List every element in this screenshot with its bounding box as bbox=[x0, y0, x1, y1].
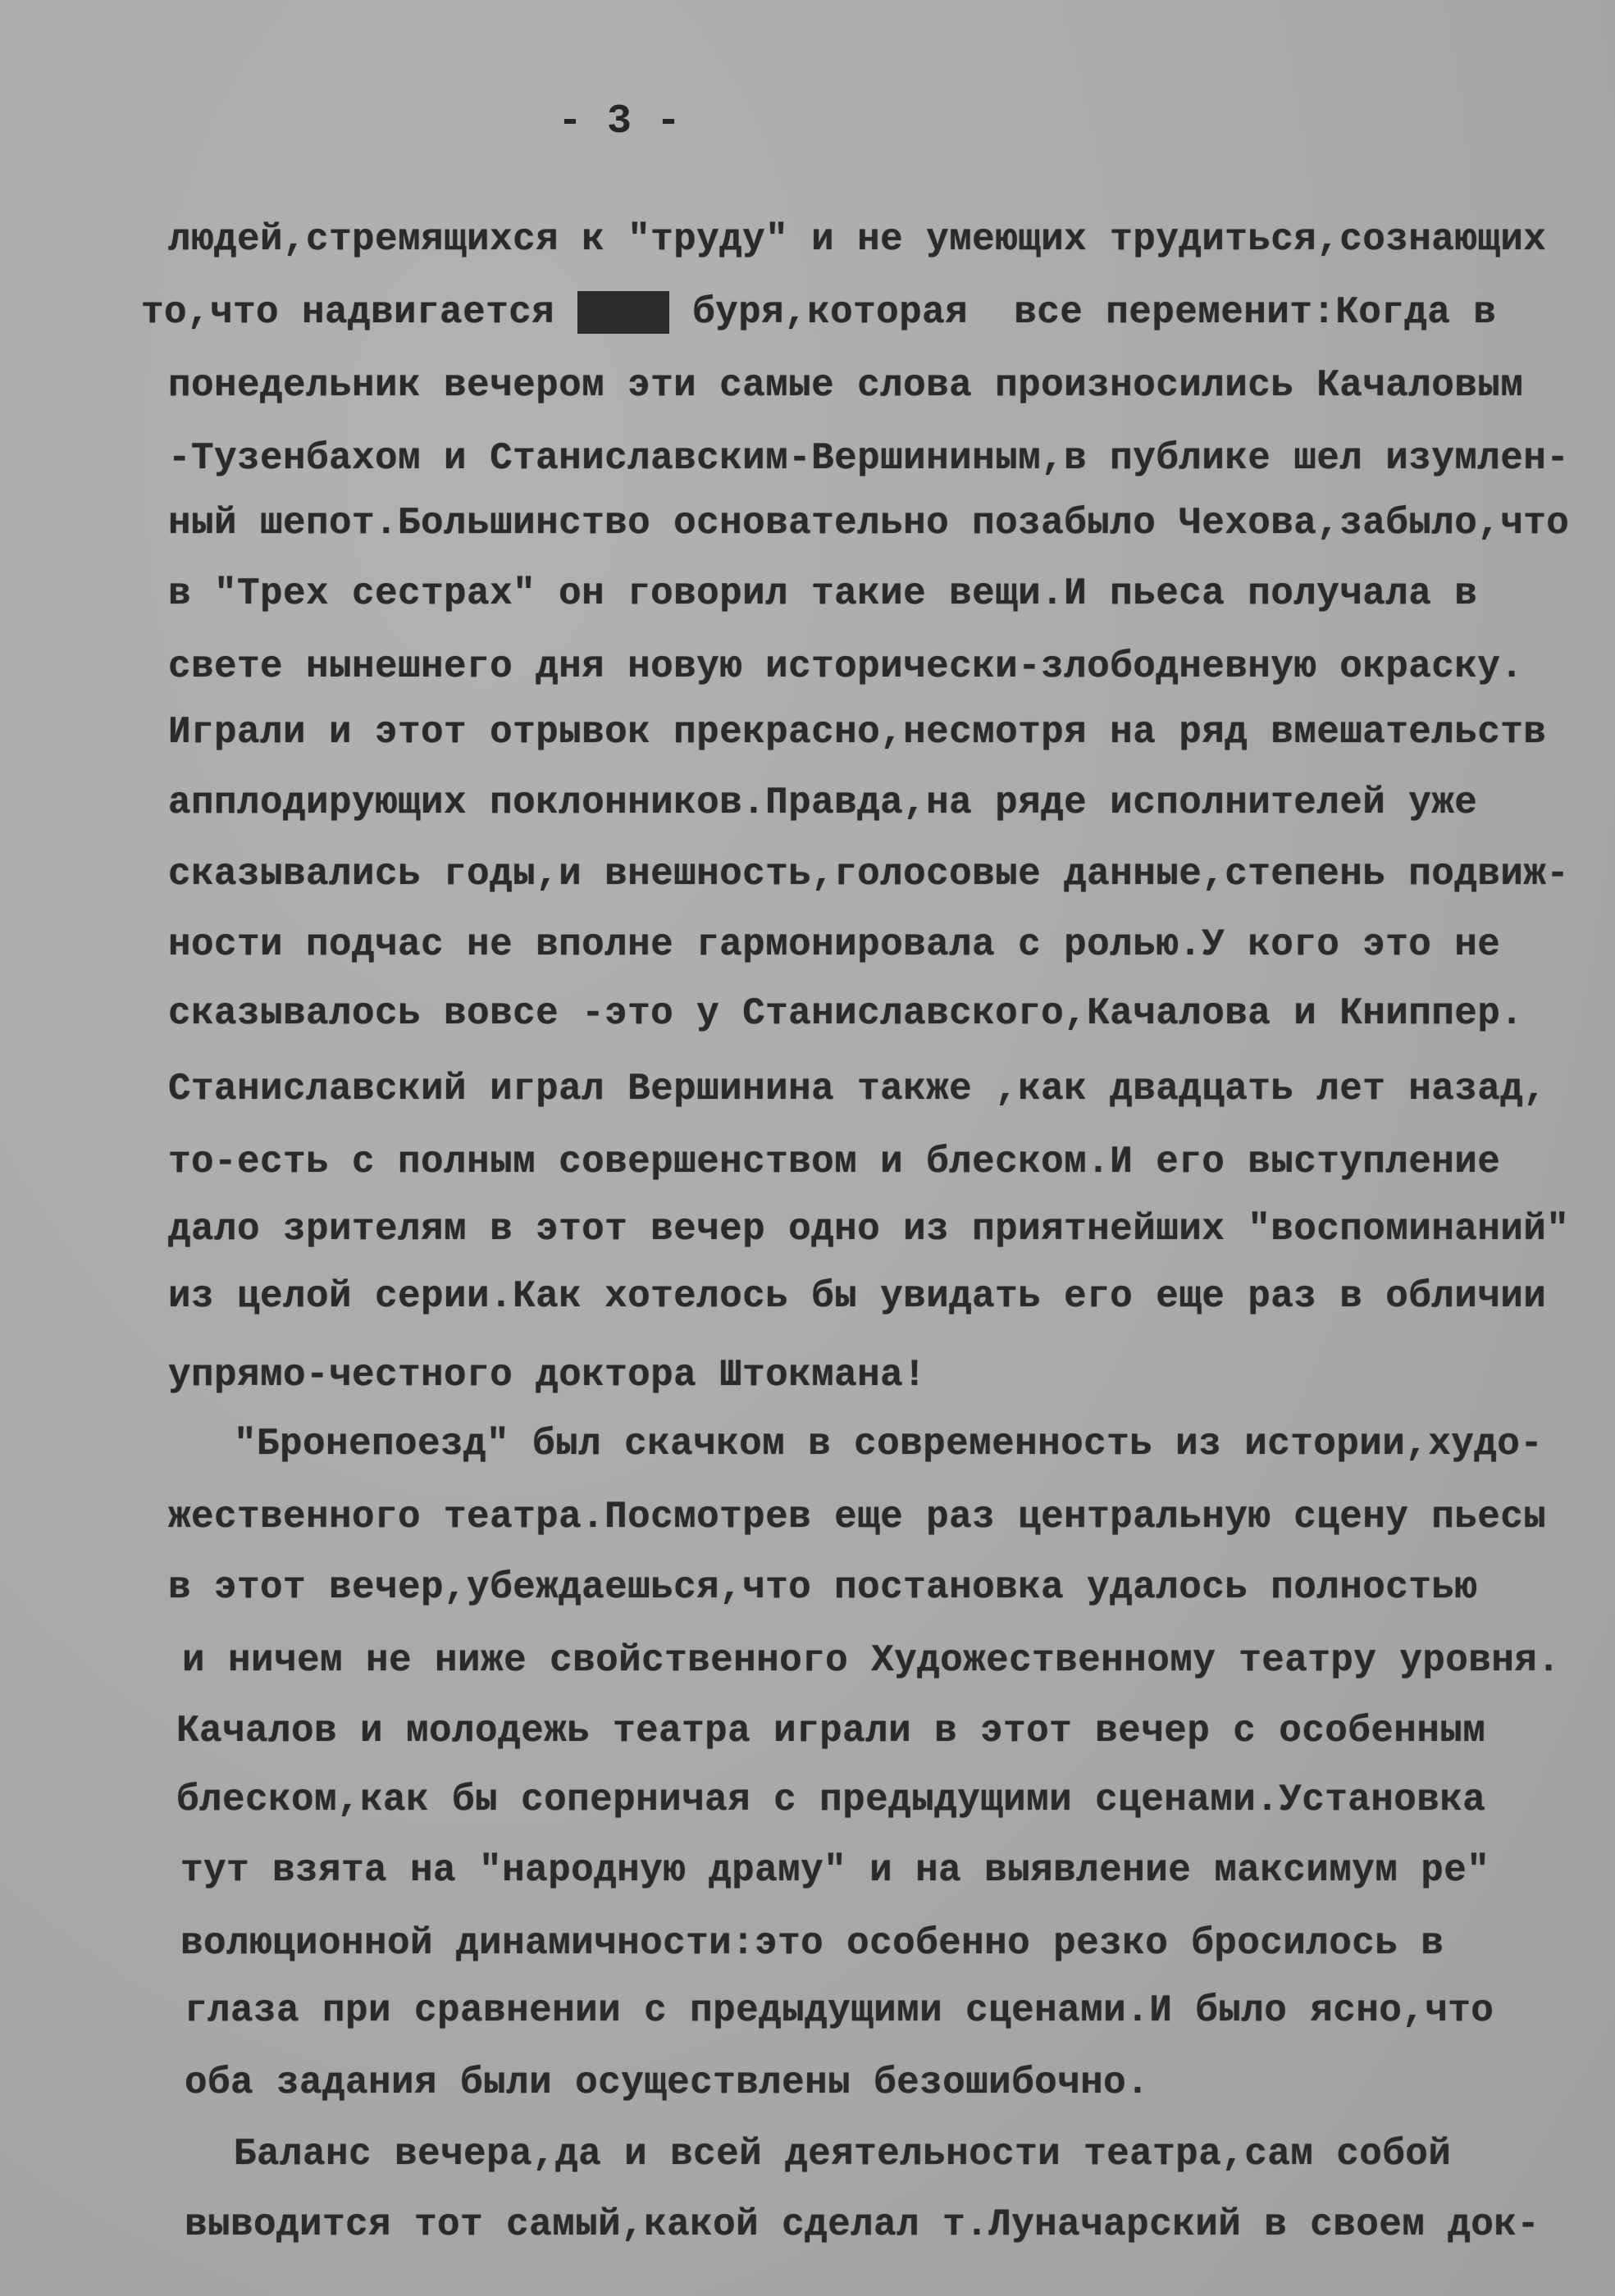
text-line: "Бронепоезд" был скачком в современность из истории,худо- bbox=[234, 1423, 1544, 1465]
text-line: выводится тот самый,какой сделал т.Луначарский в своем док- bbox=[185, 2203, 1540, 2246]
text-line: свете нынешнего дня новую исторически-злободневную окраску. bbox=[168, 645, 1524, 688]
text-line: и ничем не ниже свойственного Художественному театру уровня. bbox=[182, 1639, 1561, 1682]
text-line bbox=[141, 291, 1496, 334]
page-number: - 3 - bbox=[558, 98, 682, 145]
text-line: Баланс вечера,да и всей деятельности театра,сам собой bbox=[234, 2133, 1452, 2175]
text-line: глаза при сравнении с предыдущими сценами.И было ясно,что bbox=[185, 1989, 1494, 2032]
text-fragment: буря,которая все переменит:Когда в bbox=[669, 291, 1497, 334]
text-line: тут взята на "народную драму" и на выявление максимум ре" bbox=[180, 1849, 1490, 1892]
text-line: блеском,как бы соперничая с предыдущими сценами.Установка bbox=[176, 1779, 1486, 1821]
text-line: сказывались годы,и внешность,голосовые данные,степень подвиж- bbox=[168, 853, 1570, 895]
text-line: ный шепот.Большинство основательно позабыло Чехова,забыло,что bbox=[168, 502, 1570, 544]
text-line: апплодирующих поклонников.Правда,на ряде исполнителей уже bbox=[168, 781, 1478, 824]
text-line: Станиславский играл Вершинина также ,как двадцать лет назад, bbox=[168, 1068, 1547, 1110]
text-line: Играли и этот отрывок прекрасно,несмотря на ряд вмешательств bbox=[168, 711, 1547, 754]
text-line: людей,стремящихся к "труду" и не умеющих трудиться,сознающих bbox=[168, 218, 1547, 261]
text-line: ности подчас не вполне гармонировала с ролью.У кого это не bbox=[168, 923, 1501, 966]
struck-out-word: хххх bbox=[577, 291, 670, 334]
text-line: оба задания были осуществлены безошибочно. bbox=[185, 2061, 1150, 2104]
text-line: волюционной динамичности:это особенно резко бросилось в bbox=[180, 1922, 1444, 1965]
text-line: в "Трех сестрах" он говорил такие вещи.И пьеса получала в bbox=[168, 572, 1478, 615]
text-line: -Тузенбахом и Станиславским-Вершининым,в публике шел изумлен- bbox=[168, 437, 1570, 480]
text-fragment: то,что надвигается bbox=[141, 291, 578, 334]
text-line: дало зрителям в этот вечер одно из приятнейших "воспоминаний" bbox=[168, 1208, 1570, 1250]
text-line: понедельник вечером эти самые слова произносились Качаловым bbox=[168, 364, 1524, 407]
text-line: в этот вечер,убеждаешься,что постановка удалось полностью bbox=[168, 1566, 1478, 1609]
text-line: упрямо-честного доктора Штокмана! bbox=[168, 1354, 927, 1396]
text-line: сказывалось вовсе -это у Станиславского,Качалова и Книппер. bbox=[168, 992, 1524, 1035]
text-line: Качалов и молодежь театра играли в этот вечер с особенным bbox=[176, 1710, 1486, 1752]
text-line: жественного театра.Посмотрев еще раз центральную сцену пьесы bbox=[168, 1496, 1547, 1538]
text-line: из целой серии.Как хотелось бы увидать его еще раз в обличии bbox=[168, 1275, 1547, 1318]
text-line: то-есть с полным совершенством и блеском.И его выступление bbox=[168, 1141, 1501, 1183]
